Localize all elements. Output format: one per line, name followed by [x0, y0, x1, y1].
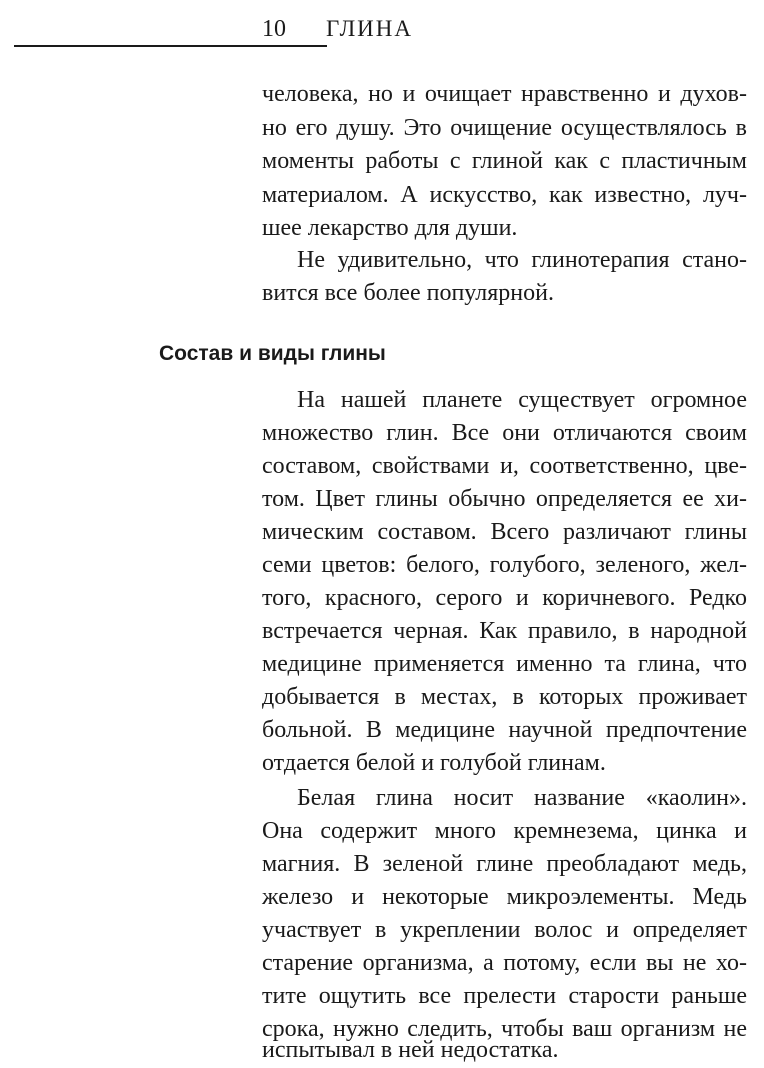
text-line: тите ощутить все прелести старости раньше: [262, 983, 747, 1009]
text-line: того, красного, серого и коричневого. Редко: [262, 585, 747, 611]
text-line: медицине применяется именно та глина, что: [262, 651, 747, 677]
header-rule: [14, 45, 327, 47]
text-line: мическим составом. Всего различают глины: [262, 519, 747, 545]
text-line: Не удивительно, что глинотерапия стано-: [297, 247, 747, 273]
text-line: добывается в местах, в которых проживает: [262, 684, 747, 710]
text-line: На нашей планете существует огромное: [297, 387, 747, 413]
page-number: 10: [262, 16, 286, 42]
running-head: [0, 0, 764, 60]
text-line: отдается белой и голубой глинам.: [262, 750, 606, 776]
text-line: срока, нужно следить, чтобы ваш организм не: [262, 1016, 747, 1042]
text-line: но его душу. Это очищение осуществлялось в: [262, 115, 747, 141]
text-line: Она содержит много кремнезема, цинка и: [262, 818, 747, 844]
text-line: встречается черная. Как правило, в народной: [262, 618, 747, 644]
text-line: старение организма, а потому, если вы не хо-: [262, 950, 747, 976]
text-line: том. Цвет глины обычно определяется ее хи-: [262, 486, 747, 512]
section-heading: Состав и виды глины: [159, 342, 386, 365]
text-line: моменты работы с глиной как с пластичным: [262, 148, 747, 174]
text-line: составом, свойствами и, соответственно, цве-: [262, 453, 747, 479]
text-line: вится все более популярной.: [262, 280, 554, 306]
text-line: магния. В зеленой глине преобладают медь,: [262, 851, 747, 877]
running-title: ГЛИНА: [326, 16, 413, 41]
text-line: испытывал в ней недостатка.: [262, 1037, 559, 1063]
text-line: множество глин. Все они отличаются своим: [262, 420, 747, 446]
text-line: Белая глина носит название «каолин».: [297, 785, 747, 811]
text-line: семи цветов: белого, голубого, зеленого, жел-: [262, 552, 747, 578]
text-line: железо и некоторые микроэлементы. Медь: [262, 884, 747, 910]
text-line: шее лекарство для души.: [262, 215, 518, 241]
text-line: больной. В медицине научной предпочтение: [262, 717, 747, 743]
text-line: человека, но и очищает нравственно и духов-: [262, 81, 747, 107]
text-line: материалом. А искусство, как известно, луч-: [262, 182, 747, 208]
text-line: участвует в укреплении волос и определяет: [262, 917, 747, 943]
